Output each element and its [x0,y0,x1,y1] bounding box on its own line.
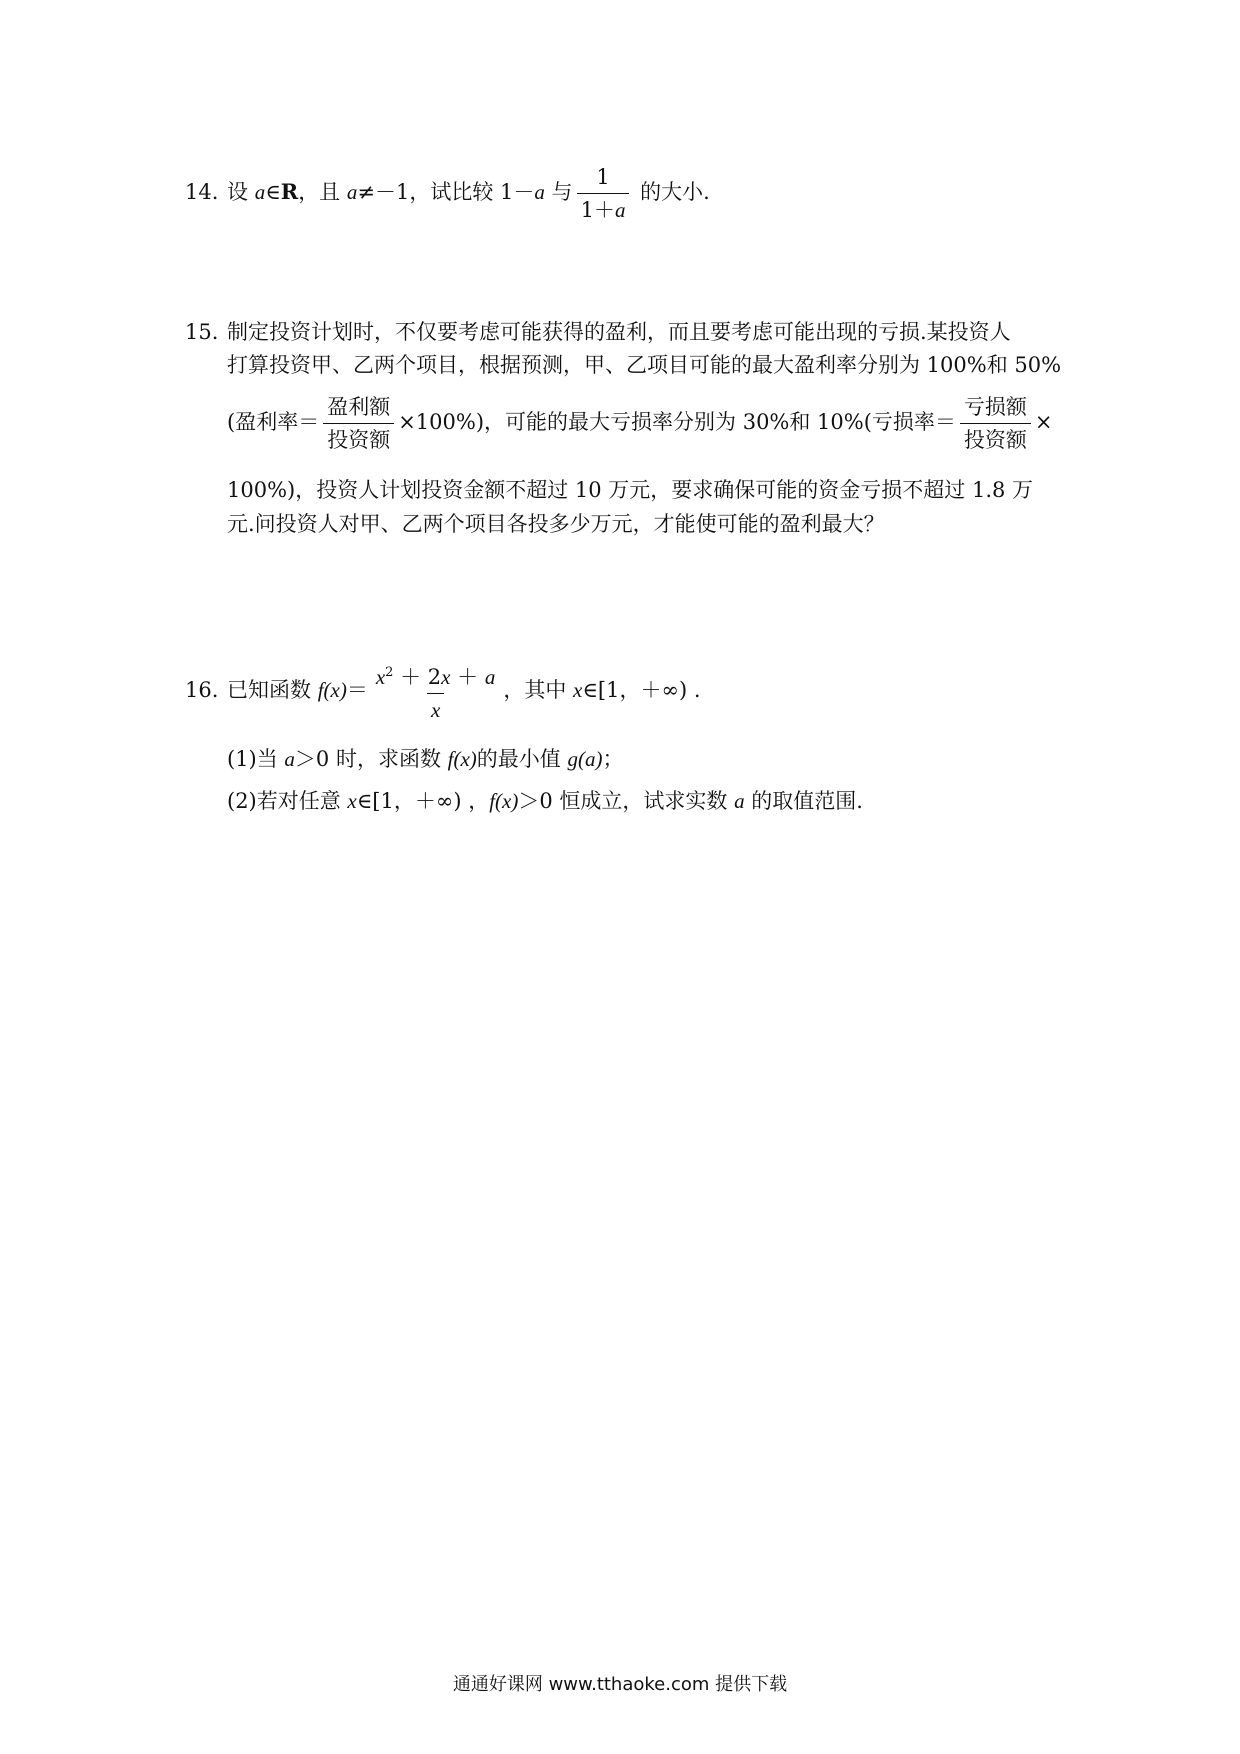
question-number: 15. [185,320,219,344]
question-number: 16. [185,678,219,702]
question-number: 14. [185,180,219,204]
question-15-line-1: 15. 制定投资计划时，不仅要考虑可能获得的盈利，而且要考虑可能出现的亏损.某投资人 [185,317,1011,347]
fraction-loss-rate: $\frac{\text{亏损额}}{\text{投资额}}$ [960,394,1031,453]
fraction-function: $\frac{x^2 + 2x + a}{x}$ [375,665,496,722]
footer-text: 通通好课网 www.tthaoke.com 提供下载 [452,1674,788,1695]
question-15-line-4: 100%)，投资人计划投资金额不超过 10 万元，要求确保可能的资金亏损不超过 1.8 万 [227,478,1034,502]
question-15-line-5: 元.问投资人对甲、乙两个项目各投多少万元，才能使可能的盈利最大？ [227,512,885,536]
fraction-profit-rate: $\frac{\text{盈利额}}{\text{投资额}}$ [323,394,394,453]
question-16-part-1: (1)当 a＞0 时，求函数 f(x)的最小值 g(a)； [227,747,624,771]
question-15-line-3: (盈利率＝ $\frac{\text{盈利额}}{\text{投资额}}$ ×100%)，可能的最大亏损率分别为 30%和 10%(亏损率＝ $\frac{\text{亏损额}}{\text{投资额}}$ × [227,395,1053,452]
question-14: 14. 设 a∈R，且 a≠－1，试比较 1－a 与 $\frac{1}{1+a}$ 的大小. [185,162,710,223]
question-15-line-2: 打算投资甲、乙两个项目，根据预测，甲、乙项目可能的最大盈利率分别为 100%和 50% [227,353,1062,377]
question-16-part-2: (2)若对任意 x∈[1，＋∞) ，f(x)＞0 恒成立，试求实数 a 的取值范围. [227,789,863,813]
question-16: 16. 已知函数 f(x)＝ $\frac{x^2 + 2x + a}{x}$ ，其中 x∈[1，＋∞) . [185,660,701,723]
fraction: $\frac{1}{1+a}$ [577,164,630,223]
